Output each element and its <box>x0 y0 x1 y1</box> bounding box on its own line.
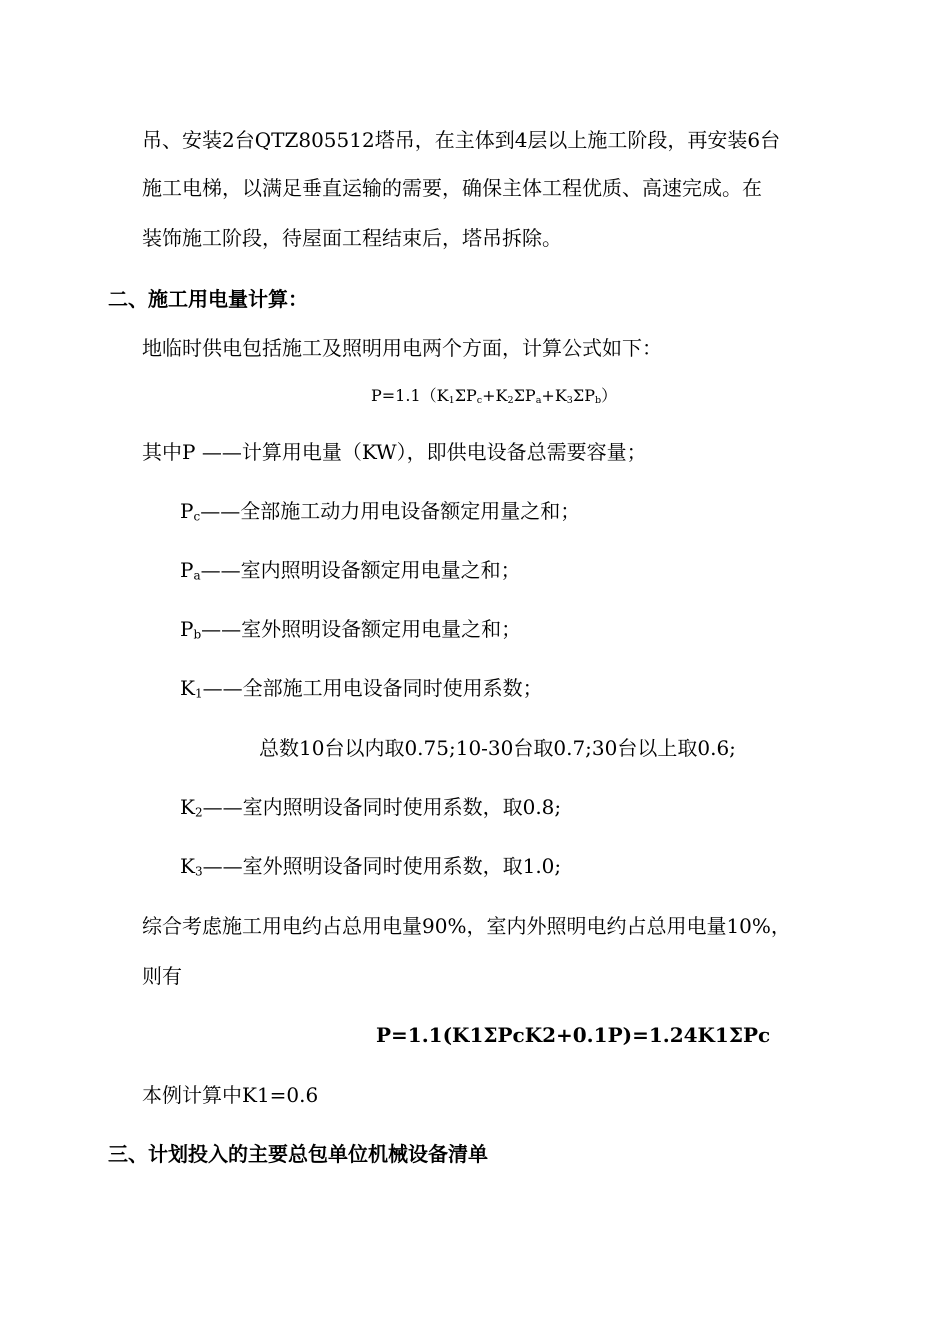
power-formula: $P=1.1(K_1\Sigma P_c+K_2\Sigma P_a+K_3\Sigma P_b)$ <box>371 386 618 406</box>
section-heading: 二、施工用电量计算： <box>108 287 308 311</box>
definition-k2: $K_2——$室内照明设备同时使用系数，取0.8; <box>180 795 562 820</box>
definition-p: 其中P ——计算用电量（KW），即供电设备总需要容量； <box>142 440 647 464</box>
paragraph-line: 施工电梯，以满足垂直运输的需要，确保主体工程优质、高速完成。在 <box>142 176 762 200</box>
definition-pa: $P_a——$室内照明设备额定用电量之和； <box>180 558 521 583</box>
definition-k3: $K_3——$室外照明设备同时使用系数，取1.0; <box>180 854 562 879</box>
section-heading: 三、计划投入的主要总包单位机械设备清单 <box>108 1142 488 1166</box>
example-text: 本例计算中K1=0.6 <box>142 1083 319 1107</box>
k1-values-note: 总数10台以内取0.75;10-30台取0.7;30台以上取0.6; <box>259 736 736 760</box>
simplified-formula: P=1.1(K1ΣPcK2+0.1P)=1.24K1ΣPc <box>376 1023 771 1047</box>
definition-pc: $P_c——$全部施工动力用电设备额定用量之和； <box>180 499 581 524</box>
definition-k1: $K_1——$全部施工用电设备同时使用系数； <box>180 676 543 701</box>
summary-line: 综合考虑施工用电约占总用电量90%，室内外照明电约占总用电量10%， <box>142 914 791 938</box>
paragraph-line: 装饰施工阶段，待屋面工程结束后，塔吊拆除。 <box>142 226 562 250</box>
summary-line: 则有 <box>142 964 182 988</box>
intro-text: 地临时供电包括施工及照明用电两个方面，计算公式如下： <box>142 336 662 360</box>
paragraph-line: 吊、安装2台QTZ805512塔吊，在主体到4层以上施工阶段，再安装6台 <box>142 128 781 152</box>
definition-pb: $P_b——$室外照明设备额定用电量之和； <box>180 617 522 642</box>
